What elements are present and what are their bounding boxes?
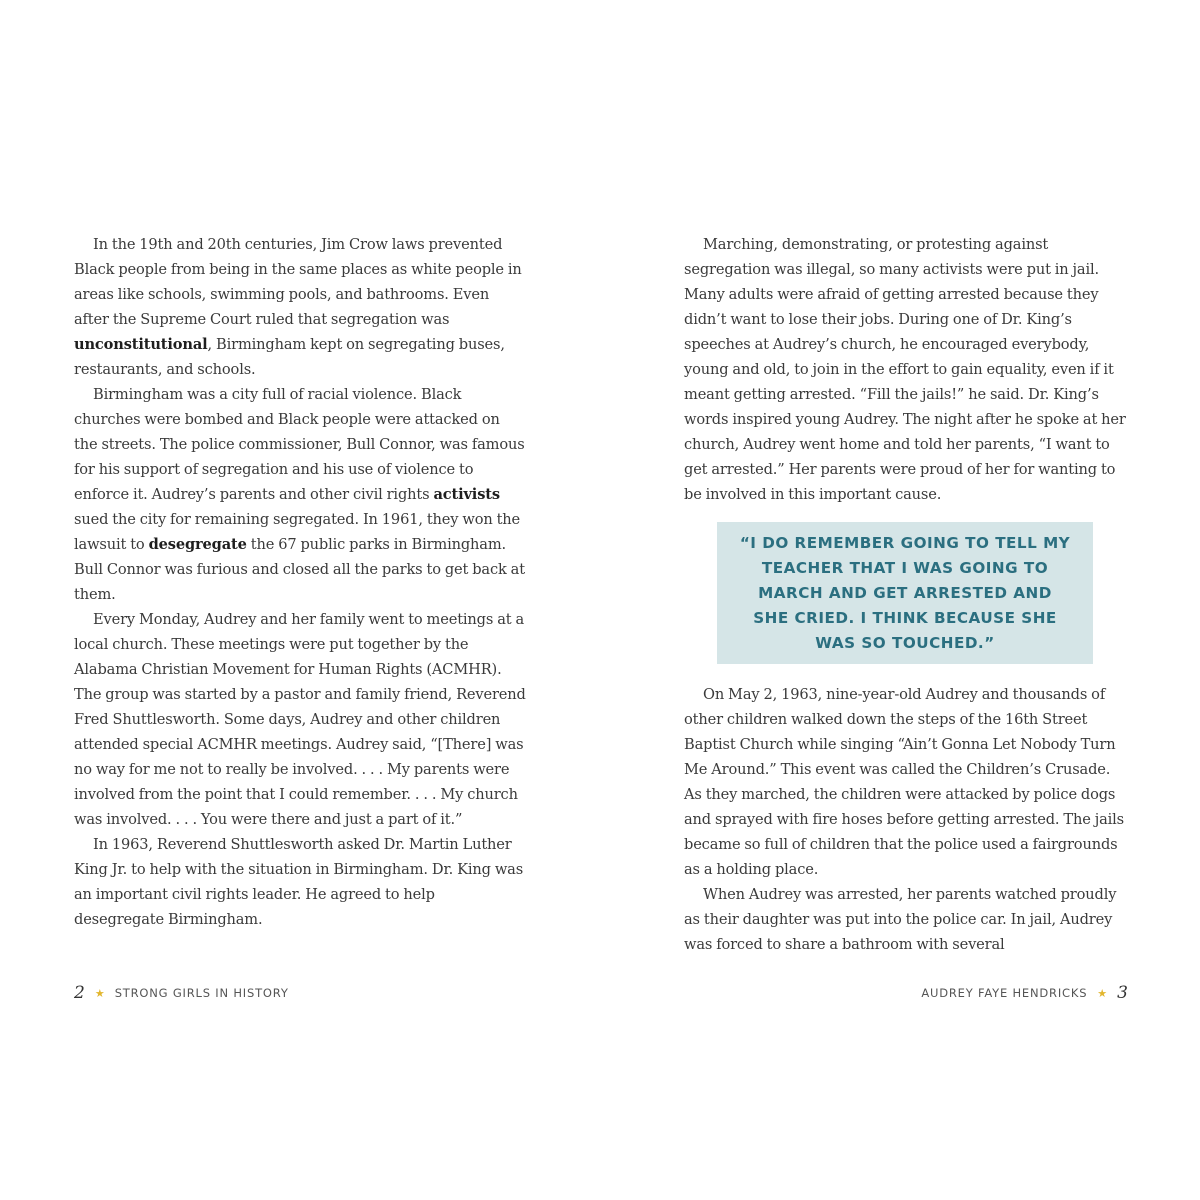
text-run: sued the city for remaining segregated. In 1961, they won the lawsuit to	[74, 511, 521, 553]
left-paragraph-1	[74, 232, 526, 382]
bold-term: activists	[433, 486, 500, 503]
right-paragraph-bottom-1	[684, 682, 1128, 882]
right-page-footer	[921, 983, 1128, 1003]
text-run: Every Monday, Audrey and her family went to meetings at a local church. These meetings were put together by the Alabama Christian Movement for Human Rights (ACMHR). The group was started by a pastor and family friend, Reverend Fred Shuttlesworth. Some days, Audrey and other children attended special ACMHR meetings. Audrey said, “[There] was no way for me not to really be involved. . . . My parents were involved from the point that I could remember. . . . My church was involved. . . . You were there and just a part of it.”	[74, 611, 526, 828]
text-run: Marching, demonstrating, or protesting against segregation was illegal, so many activists were put in jail. Many adults were afraid of getting arrested because they didn’t want to lose their jobs. During one of Dr. King’s speeches at Audrey’s church, he encouraged everybody, young and old, to join in the effort to gain equality, even if it meant getting arrested. “Fill the jails!” he said. Dr. King’s words inspired young Audrey. The night after he spoke at her church, Audrey went home and told her parents, “I want to get arrested.” Her parents were proud of her for wanting to be involved in this important cause.	[684, 236, 1126, 503]
pull-quote-box	[717, 522, 1093, 664]
left-paragraph-4	[74, 832, 526, 932]
right-page	[600, 0, 1200, 1200]
left-paragraph-3	[74, 607, 526, 832]
running-head-series: STRONG GIRLS IN HISTORY	[114, 986, 289, 1000]
star-ornament-icon: ★	[94, 986, 105, 1000]
left-page-body	[74, 232, 526, 932]
right-page-body-top	[684, 232, 1128, 507]
text-run: When Audrey was arrested, her parents watched proudly as their daughter was put into the police car. In jail, Audrey was forced to share a bathroom with several	[684, 886, 1117, 953]
right-paragraph-bottom-2	[684, 882, 1128, 957]
right-paragraph-top-1	[684, 232, 1128, 507]
text-run: In 1963, Reverend Shuttlesworth asked Dr. Martin Luther King Jr. to help with the situation in Birmingham. Dr. King was an important civil rights leader. He agreed to help desegregate Birmingham.	[74, 836, 524, 928]
page-number-right: 3	[1117, 983, 1128, 1003]
left-page-footer	[74, 983, 289, 1003]
text-run: On May 2, 1963, nine-year-old Audrey and thousands of other children walked down the steps of the 16th Street Baptist Church while singing “Ain’t Gonna Let Nobody Turn Me Around.” This event was called the Children’s Crusade. As they marched, the children were attacked by police dogs and sprayed with fire hoses before getting arrested. The jails became so full of children that the police used a fairgrounds as a holding place.	[684, 686, 1125, 878]
text-run: In the 19th and 20th centuries, Jim Crow laws prevented Black people from being in the same places as white people in areas like schools, swimming pools, and bathrooms. Even after the Supreme Court ruled that segregation was	[74, 236, 522, 328]
text-run: Birmingham was a city full of racial violence. Black churches were bombed and Black people were attacked on the streets. The police commissioner, Bull Connor, was famous for his support of segregation and his use of violence to enforce it. Audrey’s parents and other civil rights	[74, 386, 525, 503]
right-page-body-bottom	[684, 682, 1128, 957]
running-head-title: AUDREY FAYE HENDRICKS	[921, 986, 1088, 1000]
bold-term: unconstitutional	[74, 336, 208, 353]
left-paragraph-2	[74, 382, 526, 607]
star-ornament-icon: ★	[1097, 986, 1108, 1000]
bold-term: desegregate	[148, 536, 247, 553]
text-run: the 67 public parks in Birmingham. Bull Connor was furious and closed all the parks to get back at them.	[74, 536, 525, 603]
page-number-left: 2	[74, 983, 85, 1003]
text-run: , Birmingham kept on segregating buses, restaurants, and schools.	[74, 336, 505, 378]
pull-quote-text: “I DO REMEMBER GOING TO TELL MY TEACHER THAT I WAS GOING TO MARCH AND GET ARRESTED AND SHE CRIED. I THINK BECAUSE SHE WAS SO TOUCHED.”	[739, 533, 1071, 652]
